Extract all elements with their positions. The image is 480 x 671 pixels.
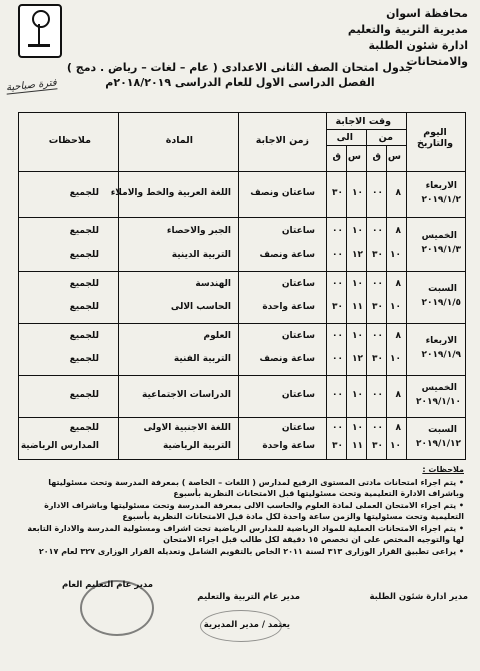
note-item: • يتم اجراء الامتحانات العملية للمواد الرياضية للمدارس الرياضية تحت اشراف ومسئولية المدرسة والادارة التابعة لها والتوجيه المختص على ان تخصص ١٥ دقيقة لكل طالب قبل اجراء الامتحان <box>27 524 464 544</box>
note-item: • يراعى تطبيق القرار الوزارى ٣١٣ لسنة ٢٠١١ الخاص بالتقويم الشامل وتعديله القرار الوزارى ٣٢٧ لعام ٢٠١٧ <box>38 547 464 556</box>
notes-cell <box>19 375 119 417</box>
from-hour: ١٠ <box>390 249 401 260</box>
exam-date: ٢٠١٩/١/٣ <box>421 245 461 255</box>
exam-duration: ساعة ونصف <box>259 249 315 260</box>
exam-subject: التربية الفنية <box>173 354 231 365</box>
day-date-cell <box>406 217 465 271</box>
from-minute: ٣٠ <box>372 441 383 452</box>
department-name: ادارة شئون الطلبة والامتحانات <box>368 39 468 68</box>
to-hour: ١٠ <box>352 331 363 341</box>
exam-duration: ساعة واحدة <box>262 441 315 452</box>
from-hour: ٨ <box>395 225 401 236</box>
exam-day: السبت <box>428 284 457 294</box>
to-minute: ٣٠ <box>332 188 343 198</box>
subject-cell <box>118 217 239 271</box>
header-duration-cell <box>238 113 327 171</box>
header-day-date-cell <box>406 113 465 171</box>
exam-subject: الدراسات الاجتماعية <box>142 390 231 400</box>
exam-day: الاربعاء <box>425 181 457 191</box>
header-time-cell <box>326 113 407 171</box>
header-subject: المادة <box>165 135 193 146</box>
emblem-logo <box>18 4 62 58</box>
exam-note: للجميع <box>69 354 99 365</box>
header-day-date: اليوم والتاريخ <box>416 127 454 149</box>
time-cell <box>326 417 407 459</box>
exam-duration: ساعتان <box>281 331 315 341</box>
header-notes-cell <box>19 113 119 171</box>
exam-date: ٢٠١٩/١/٩ <box>421 350 461 360</box>
to-minute: ٣٠ <box>332 441 343 452</box>
day-date-cell <box>406 271 465 323</box>
exam-duration: ساعتان <box>281 225 315 236</box>
duration-cell <box>238 171 327 217</box>
title-line-2: الفصل الدراسى الاول للعام الدراسى ٢٠١٨/٢٠١٩م <box>105 76 375 89</box>
table-row <box>19 171 465 218</box>
duration-cell <box>238 375 327 417</box>
subject-cell <box>118 271 239 323</box>
exam-subject: اللغة العربية والخط والاملاء <box>110 188 231 198</box>
duration-cell <box>238 417 327 459</box>
table-row <box>19 375 465 418</box>
from-hour: ١٠ <box>390 354 401 365</box>
handwritten-note: فترة صباحية <box>5 77 58 94</box>
exam-subject: التربية الرياضية <box>162 441 231 452</box>
to-minute: ٠٠ <box>332 390 343 400</box>
exam-day: السبت <box>428 425 457 435</box>
directorate-name: مديرية التربية والتعليم <box>347 23 468 36</box>
exam-duration: ساعتان ونصف <box>250 188 315 198</box>
duration-cell <box>238 271 327 323</box>
from-minute: ٣٠ <box>372 354 383 365</box>
notes-cell <box>19 323 119 375</box>
signature-student-affairs: مدير ادارة شئون الطلبة <box>369 592 468 602</box>
from-hour: ٨ <box>395 188 401 198</box>
to-minute: ٠٠ <box>332 279 343 289</box>
header-notes: ملاحظات <box>48 135 91 146</box>
exam-note: للجميع <box>69 188 99 198</box>
to-hour: ١٠ <box>352 225 363 236</box>
exam-note: للجميع <box>69 331 99 341</box>
from-hour: ١٠ <box>390 441 401 452</box>
time-cell <box>326 271 407 323</box>
from-minute: ٠٠ <box>372 279 383 289</box>
signature-education-director: مدير عام التربية والتعليم <box>197 592 300 602</box>
exam-subject: الحاسب الالى <box>170 302 231 313</box>
exam-note: للجميع <box>69 279 99 289</box>
to-hour: ١٢ <box>352 249 363 260</box>
exam-note: للجميع <box>69 302 99 313</box>
time-cell <box>326 217 407 271</box>
table-row <box>19 323 465 376</box>
title-line-1: جدول امتحان الصف الثانى الاعدادى ( عام – لغات – رياض . دمج ) <box>66 61 414 74</box>
time-cell <box>326 323 407 375</box>
table-row <box>19 217 465 272</box>
from-minute: ٠٠ <box>372 188 383 198</box>
table-row <box>19 417 465 459</box>
header-answer-time: وقت الاجابة <box>335 116 391 127</box>
notes-label: ملاحظات : <box>422 465 464 474</box>
exam-note: للجميع <box>69 422 99 433</box>
header-from-hour: س <box>387 151 401 162</box>
from-hour: ٨ <box>395 331 401 341</box>
exam-day: الخميس <box>421 383 457 393</box>
governorate-name: محافظة اسوان <box>386 7 468 20</box>
to-hour: ١٠ <box>352 188 363 198</box>
to-hour: ١٠ <box>352 422 363 433</box>
header-from-minute: ق <box>372 151 381 162</box>
exam-subject: الهندسة <box>195 279 231 289</box>
exam-note: للجميع <box>69 225 99 236</box>
exam-duration: ساعتان <box>281 390 315 400</box>
signature-approval: يعتمد / مدير المديرية <box>203 620 290 630</box>
from-minute: ٣٠ <box>372 249 383 260</box>
exam-duration: ساعتان <box>281 279 315 289</box>
note-item: • يتم اجراء امتحانات مادتى المستوى الرفيع لمدارس ( اللغات – الخاصة ) بمعرفة المدرسة وتحت مسئوليتها وباشراف الادارة التعليمية وتحت مسئوليتها قبل الامتحانات النظرية بأسبوع <box>48 478 464 498</box>
header-to-hour: س <box>347 151 361 162</box>
exam-note: للجميع <box>69 390 99 400</box>
exam-subject: العلوم <box>203 331 231 341</box>
table-header-row <box>19 113 465 172</box>
exam-duration: ساعة ونصف <box>259 354 315 365</box>
exam-note: المدارس الرياضية <box>20 441 99 452</box>
header-to: الى <box>336 132 353 143</box>
to-hour: ١٢ <box>352 354 363 365</box>
duration-cell <box>238 217 327 271</box>
from-minute: ٣٠ <box>372 302 383 313</box>
subject-cell <box>118 417 239 459</box>
exam-day: الخميس <box>421 231 457 241</box>
note-item: • يتم اجراء الامتحان العملى لمادة العلوم والحاسب الالى بمعرفة المدرسة وتحت مسئوليتها وباشراف الادارة التعليمية وتحت مسئوليتها والزمن ساعة واحدة لكل مادة قبل الامتحانات النظرية بأسبوع <box>44 501 464 521</box>
exam-duration: ساعة واحدة <box>262 302 315 313</box>
subject-cell <box>118 375 239 417</box>
exam-day: الاربعاء <box>425 336 457 346</box>
notes-section <box>18 464 464 558</box>
exam-subject: التربية الدينية <box>171 249 231 260</box>
day-date-cell <box>406 323 465 375</box>
duration-cell <box>238 323 327 375</box>
exam-date: ٢٠١٩/١/١٢ <box>415 439 461 449</box>
time-cell <box>326 375 407 417</box>
to-hour: ١٠ <box>352 390 363 400</box>
to-minute: ٠٠ <box>332 225 343 236</box>
exam-table <box>18 112 466 460</box>
schedule-title <box>40 60 440 90</box>
header-subject-cell <box>118 113 239 171</box>
to-hour: ١١ <box>352 302 363 313</box>
exam-date: ٢٠١٩/١/٢ <box>421 195 461 205</box>
header-to-minute: ق <box>332 151 341 162</box>
exam-subject: اللغة الاجنبية الاولى <box>143 422 231 433</box>
exam-date: ٢٠١٩/١/٥ <box>421 298 461 308</box>
to-minute: ٠٠ <box>332 331 343 341</box>
notes-cell <box>19 217 119 271</box>
from-hour: ٨ <box>395 390 401 400</box>
time-cell <box>326 171 407 217</box>
signature-general-education: مدير عام التعليم العام <box>62 580 154 590</box>
exam-date: ٢٠١٩/١/١٠ <box>415 397 461 407</box>
to-minute: ٠٠ <box>332 249 343 260</box>
day-date-cell <box>406 417 465 459</box>
to-minute: ٠٠ <box>332 422 343 433</box>
header-duration: زمن الاجابة <box>255 135 309 146</box>
notes-cell <box>19 271 119 323</box>
exam-note: للجميع <box>69 249 99 260</box>
from-minute: ٠٠ <box>372 331 383 341</box>
from-hour: ١٠ <box>390 302 401 313</box>
notes-cell <box>19 417 119 459</box>
from-hour: ٨ <box>395 279 401 289</box>
from-hour: ٨ <box>395 422 401 433</box>
day-date-cell <box>406 375 465 417</box>
table-row <box>19 271 465 324</box>
header-from: من <box>378 132 393 143</box>
to-hour: ١١ <box>352 441 363 452</box>
from-minute: ٠٠ <box>372 390 383 400</box>
from-minute: ٠٠ <box>372 422 383 433</box>
to-minute: ٣٠ <box>332 302 343 313</box>
notes-cell <box>19 171 119 217</box>
exam-subject: الجبر والاحصاء <box>166 225 231 236</box>
to-hour: ١٠ <box>352 279 363 289</box>
subject-cell <box>118 323 239 375</box>
exam-duration: ساعتان <box>281 422 315 433</box>
subject-cell <box>110 171 239 217</box>
day-date-cell <box>406 171 465 217</box>
to-minute: ٠٠ <box>332 354 343 365</box>
from-minute: ٠٠ <box>372 225 383 236</box>
